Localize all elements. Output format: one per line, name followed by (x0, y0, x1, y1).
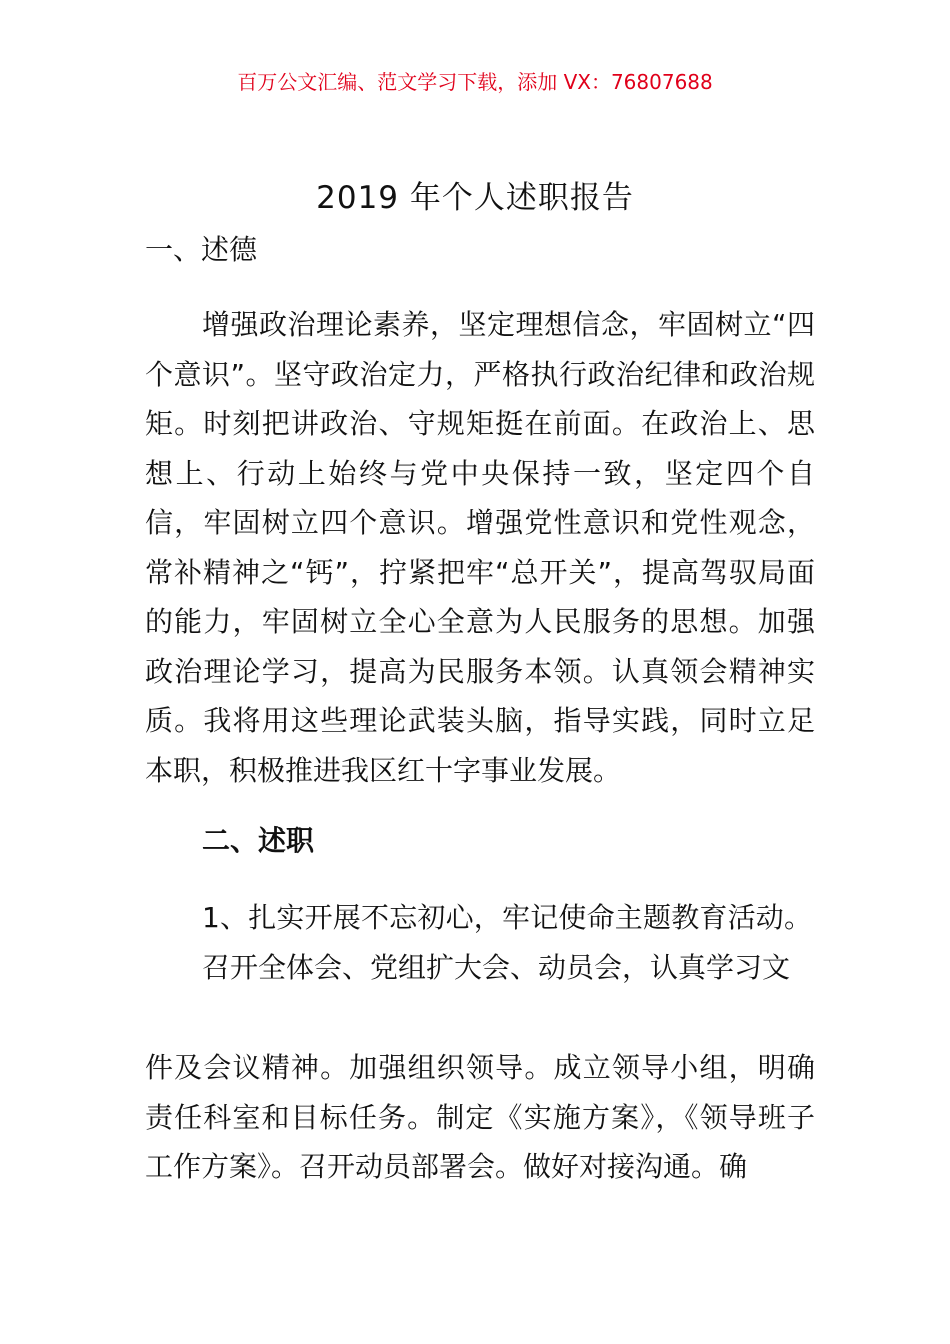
duty-item-1-continuation: 件及会议精神。加强组织领导。成立领导小组，明确责任科室和目标任务。制定《实施方案》，《领导班子工作方案》。召开动员部署会。做好对接沟通。确 (145, 1051, 815, 1183)
duty-item-1: 1、扎实开展不忘初心，牢记使命主题教育活动。召开全体会、党组扩大会、动员会，认真学习文 (202, 901, 812, 984)
section-heading-character: 一、述德 (145, 233, 258, 266)
section-heading-duties: 二、述职 (202, 824, 315, 857)
header-watermark-note: 百万公文汇编、范文学习下载，添加 VX：76807688 (237, 70, 713, 94)
section-paragraph-character: 增强政治理论素养，坚定理想信念，牢固树立“四个意识”。坚守政治定力，严格执行政治纪律和政治规矩。时刻把讲政治、守规矩挺在前面。在政治上、思想上、行动上始终与党中央保持一致，坚定四个自信，牢固树立四个意识。增强党性意识和党性观念，常补精神之“钙”，拧紧把牢“总开关”，提高驾驭局面的能力，牢固树立全心全意为人民服务的思想。加强政治理论学习，提高为民服务本领。认真领会精神实质。我将用这些理论武装头脑，指导实践，同时立足本职，积极推进我区红十字事业发展。 (145, 308, 815, 787)
page-title: 2019 年个人述职报告 (316, 180, 634, 216)
